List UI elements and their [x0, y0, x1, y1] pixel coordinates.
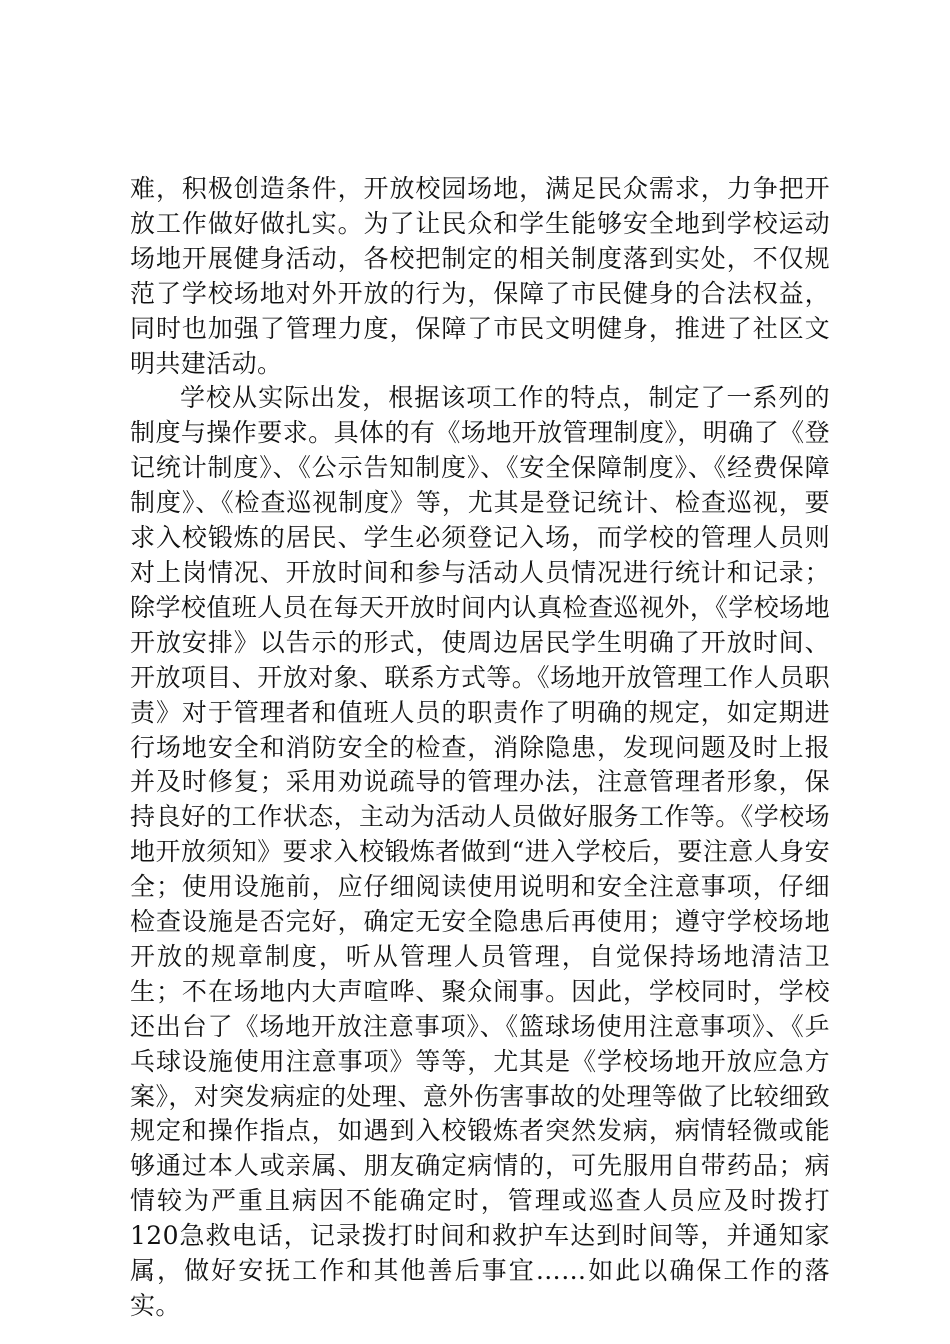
paragraph-2: 学校从实际出发，根据该项工作的特点，制定了一系列的制度与操作要求。具体的有《场地开放管理制度》，明确了《登记统计制度》、《公示告知制度》、《安全保障制度》、《经费保障制度》、《检查巡视制度》等，尤其是登记统计、检查巡视，要求入校锻炼的居民、学生必须登记入场，而学校的管理人员则对上岗情况、开放时间和参与活动人员情况进行统计和记录；除学校值班人员在每天开放时间内认真检查巡视外，《学校场地开放安排》以告示的形式，使周边居民学生明确了开放时间、开放项目、开放对象、联系方式等。《场地开放管理工作人员职责》对于管理者和值班人员的职责作了明确的规定，如定期进行场地安全和消防安全的检查，消除隐患，发现问题及时上报并及时修复；采用劝说疏导的管理办法，注意管理者形象，保持良好的工作状态，主动为活动人员做好服务工作等。《学校场地开放须知》要求入校锻炼者做到“进入学校后，要注意人身安全；使用设施前，应仔细阅读使用说明和安全注意事项，仔细检查设施是否完好，确定无安全隐患后再使用；遵守学校场地开放的规章制度，听从管理人员管理，自觉保持场地清洁卫生；不在场地内大声喧哗、聚众闹事。因此，学校同时，学校还出台了《场地开放注意事项》、《篮球场使用注意事项》、《乒乓球设施使用注意事项》等等，尤其是《学校场地开放应急方案》，对突发病症的处理、意外伤害事故的处理等做了比较细致规定和操作指点，如遇到入校锻炼者突然发病，病情轻微或能够通过本人或亲属、朋友确定病情的，可先服用自带药品；病情较为严重且病因不能确定时，管理或巡查人员应及时拨打120急救电话，记录拨打时间和救护车达到时间等，并通知家属，做好安抚工作和其他善后事宜……如此以确保工作的落实。	[130, 383, 830, 1320]
paragraph-1: 难，积极创造条件，开放校园场地，满足民众需求，力争把开放工作做好做扎实。为了让民众和学生能够安全地到学校运动场地开展健身活动，各校把制定的相关制度落到实处，不仅规范了学校场地对外开放的行为，保障了市民健身的合法权益，同时也加强了管理力度，保障了市民文明健身，推进了社区文明共建活动。	[130, 174, 830, 378]
document-body	[130, 172, 830, 1324]
